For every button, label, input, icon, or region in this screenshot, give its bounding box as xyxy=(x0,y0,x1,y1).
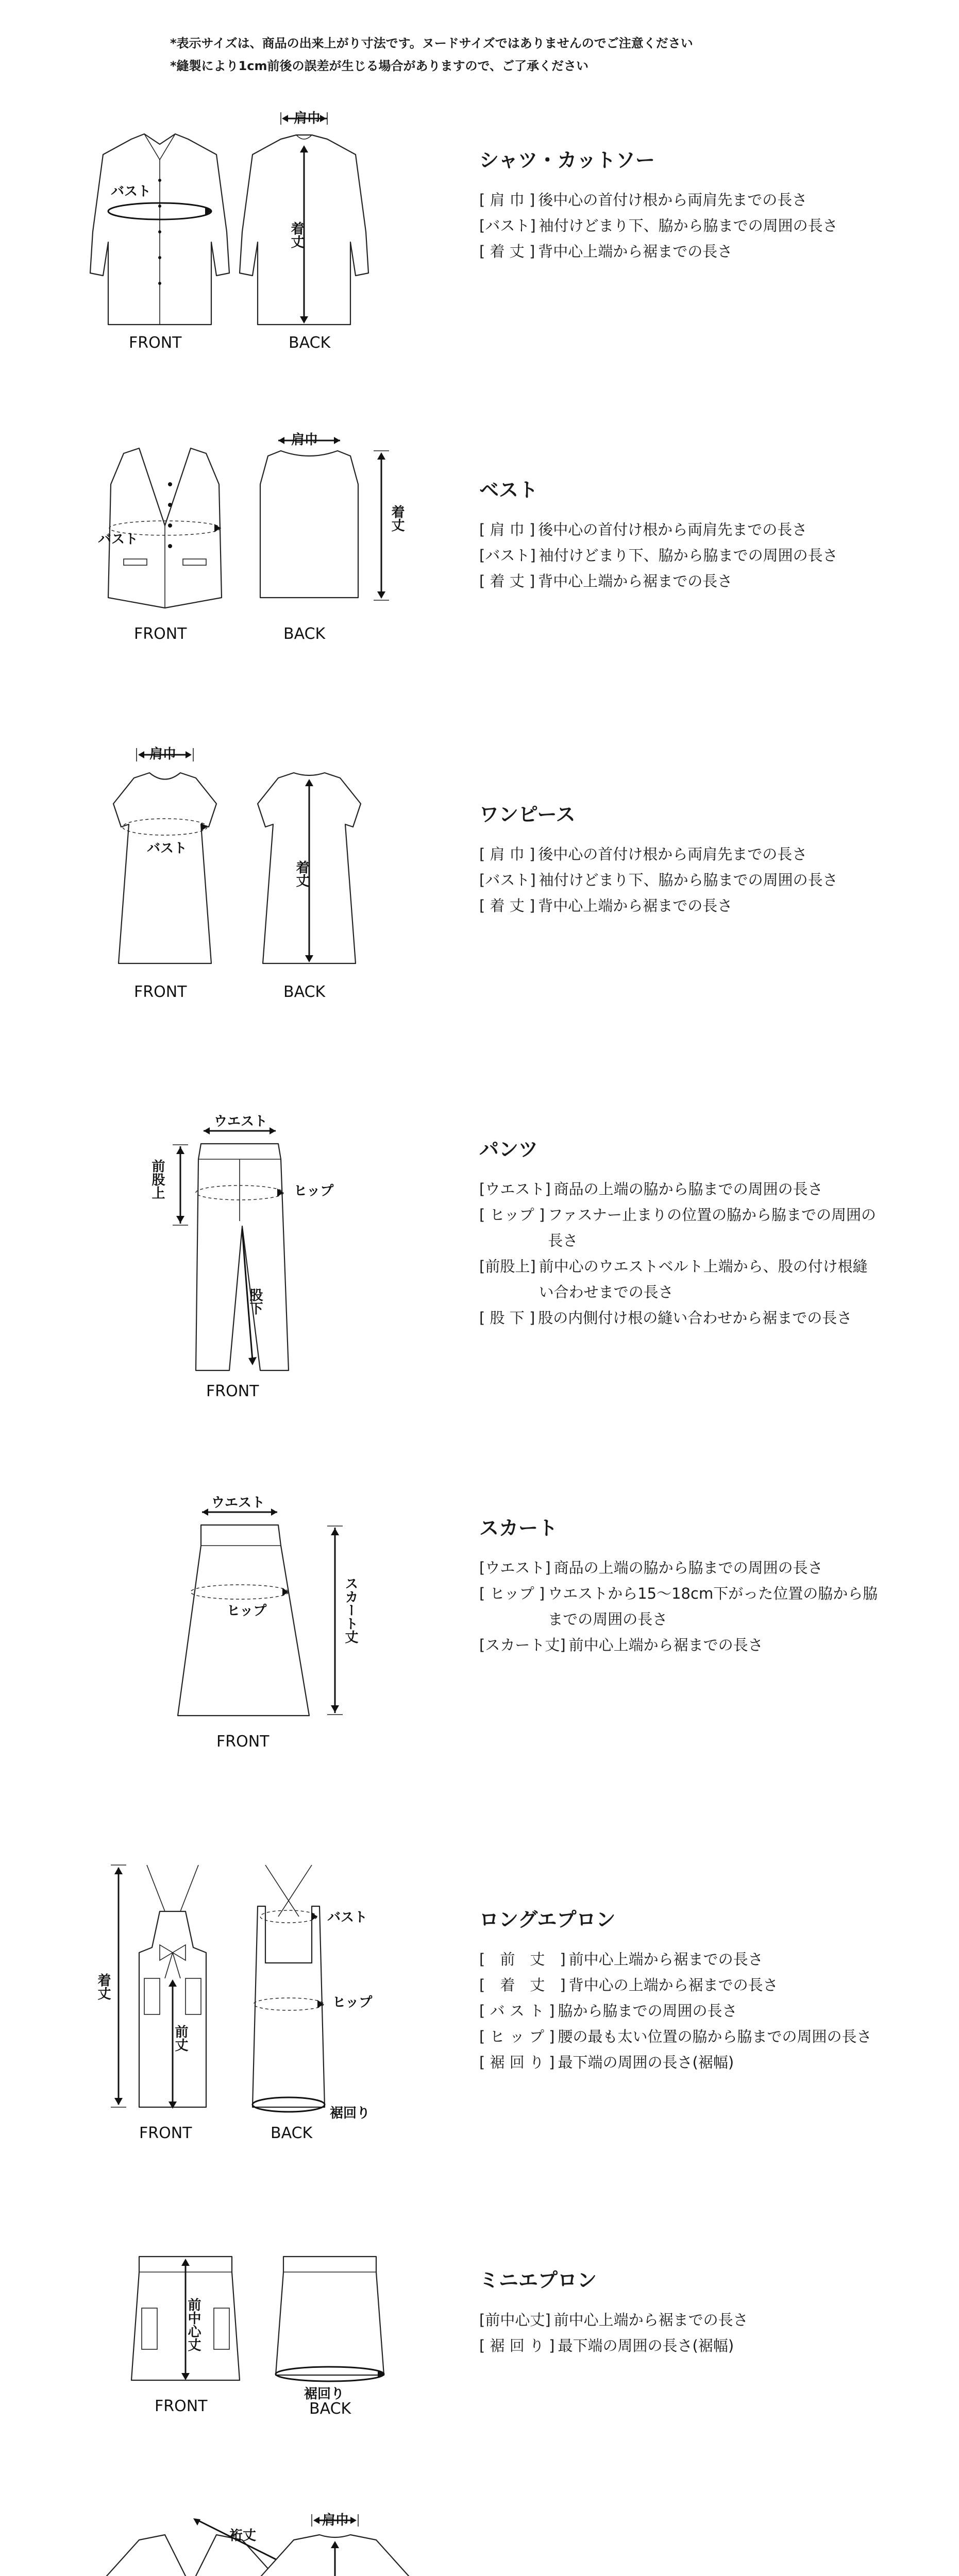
vest-info xyxy=(479,474,917,594)
vest-illustration xyxy=(62,428,433,675)
skirt-length-label: スカート丈 xyxy=(343,1577,358,1643)
vest-shoulder-label: 肩巾 xyxy=(291,432,318,448)
shirt-def-bust: [バスト] 袖付けどまり下、脇から脇までの周囲の長さ xyxy=(479,217,838,234)
gown-illustration xyxy=(62,2509,433,2576)
skirt-def-waist: [ウエスト] 商品の上端の脇から脇までの周囲の長さ xyxy=(479,1559,823,1577)
gown-front-figure xyxy=(93,2518,289,2576)
longapron-back-view-label: BACK xyxy=(271,2124,313,2142)
longapron-front-figure xyxy=(111,1865,206,2109)
shirt-def-shoulder: [ 肩 巾 ] 後中心の首付け根から両肩先までの長さ xyxy=(479,191,807,209)
miniapron-front-view-label: FRONT xyxy=(155,2397,208,2415)
skirt-front-view-label: FRONT xyxy=(216,1733,270,1751)
longapron-title: ロングエプロン xyxy=(479,1908,616,1931)
vest-title: ベスト xyxy=(479,479,539,501)
skirt-waist-label: ウエスト xyxy=(211,1495,265,1511)
onepiece-front-view-label: FRONT xyxy=(134,983,187,1001)
miniapron-def-hem: [ 裾 回 り ] 最下端の周囲の長さ(裾幅) xyxy=(479,2337,734,2354)
shirt-bust-label: バスト xyxy=(111,184,152,199)
pants-front-figure xyxy=(173,1127,289,1370)
longapron-length-label: 着丈 xyxy=(95,1973,111,2000)
longapron-front-label: 前丈 xyxy=(173,2025,188,2052)
vest-front-figure xyxy=(108,448,222,608)
shirt-back-view-label: BACK xyxy=(289,334,331,352)
onepiece-shoulder-label: 肩巾 xyxy=(149,747,177,762)
miniapron-back-figure xyxy=(276,2257,384,2381)
shirt-info xyxy=(479,144,917,264)
longapron-def-bust: [ バ ス ト ] 脇から脇までの周囲の長さ xyxy=(479,2002,737,2020)
pants-def-rise: [前股上] 前中心のウエストベルト上端から、股の付け根縫い合わせまでの長さ xyxy=(479,1258,868,1301)
onepiece-illustration xyxy=(62,737,433,1025)
pants-def-hip: [ ヒップ ] ファスナー止まりの位置の脇から脇までの周囲の長さ xyxy=(479,1206,877,1249)
skirt-info xyxy=(479,1512,917,1658)
onepiece-title: ワンピース xyxy=(479,803,576,826)
onepiece-info xyxy=(479,799,917,919)
notes xyxy=(170,32,840,77)
longapron-illustration xyxy=(62,1850,433,2179)
vest-def-shoulder: [ 肩 巾 ] 後中心の首付け根から両肩先までの長さ xyxy=(479,521,807,538)
pants-front-view-label: FRONT xyxy=(206,1382,259,1400)
shirt-back-figure xyxy=(240,112,368,325)
pants-def-inseam: [ 股 下 ] 股の内側付け根の縫い合わせから裾までの長さ xyxy=(479,1309,852,1327)
longapron-back-figure xyxy=(253,1865,325,2112)
vest-back-view-label: BACK xyxy=(283,625,326,643)
shirt-shoulder-label: 肩巾 xyxy=(294,111,321,126)
onepiece-length-label: 着丈 xyxy=(294,860,309,887)
longapron-def-front: [ 前 丈 ] 前中心上端から裾までの長さ xyxy=(479,1951,763,1968)
vest-bust-label: バスト xyxy=(98,532,139,547)
longapron-def-length: [ 着 丈 ] 背中心の上端から裾までの長さ xyxy=(479,1976,778,1994)
shirt-length-label: 着丈 xyxy=(289,222,304,248)
miniapron-title: ミニエプロン xyxy=(479,2269,597,2292)
pants-def-waist: [ウエスト] 商品の上端の脇から脇までの周囲の長さ xyxy=(479,1180,823,1198)
pants-waist-label: ウエスト xyxy=(214,1114,268,1129)
skirt-hip-label: ヒップ xyxy=(227,1603,267,1619)
vest-front-view-label: FRONT xyxy=(134,625,187,643)
vest-def-bust: [バスト] 袖付けどまり下、脇から脇までの周囲の長さ xyxy=(479,547,838,564)
pants-hip-label: ヒップ xyxy=(294,1183,334,1199)
miniapron-hem-label: 裾回り xyxy=(304,2386,345,2402)
gown-shoulder-label: 肩巾 xyxy=(322,2513,349,2528)
pants-illustration xyxy=(62,1103,433,1412)
shirt-front-view-label: FRONT xyxy=(129,334,182,352)
longapron-front-view-label: FRONT xyxy=(139,2124,192,2142)
note-2: *縫製により1cm前後の誤差が生じる場合がありますので、ご了承ください xyxy=(170,59,589,73)
gown-title xyxy=(479,2571,917,2576)
gown-info xyxy=(479,2571,917,2576)
onepiece-bust-label: バスト xyxy=(147,841,188,856)
vest-def-length: [ 着 丈 ] 背中心上端から裾までの長さ xyxy=(479,572,733,590)
onepiece-back-view-label: BACK xyxy=(283,983,326,1001)
skirt-def-hip: [ ヒップ ] ウエストから15～18cm下がった位置の脇から脇までの周囲の長さ xyxy=(479,1585,878,1628)
gown-yuki-label: 裄丈 xyxy=(229,2528,257,2544)
longapron-def-hip: [ ヒ ッ プ ] 腰の最も太い位置の脇から脇までの周囲の長さ xyxy=(479,2028,872,2045)
skirt-def-length: [スカート丈] 前中心上端から裾までの長さ xyxy=(479,1636,763,1654)
shirt-illustration xyxy=(62,103,433,376)
miniapron-center-label: 前中心丈 xyxy=(186,2298,201,2351)
vest-back-figure xyxy=(260,437,389,600)
shirt-title: シャツ・カットソー xyxy=(479,149,655,172)
skirt-title: スカート xyxy=(479,1517,558,1539)
longapron-bust-label: バスト xyxy=(327,1910,368,1925)
longapron-info xyxy=(479,1904,917,2075)
miniapron-def-center: [前中心丈] 前中心上端から裾までの長さ xyxy=(479,2311,748,2329)
shirt-front-figure xyxy=(90,134,229,325)
skirt-illustration xyxy=(62,1484,433,1772)
pants-inseam-label: 股下 xyxy=(247,1288,263,1315)
onepiece-back-figure xyxy=(258,773,361,963)
onepiece-def-shoulder: [ 肩 巾 ] 後中心の首付け根から両肩先までの長さ xyxy=(479,845,807,863)
longapron-def-hem: [ 裾 回 り ] 最下端の周囲の長さ(裾幅) xyxy=(479,2054,734,2071)
miniapron-info xyxy=(479,2264,917,2359)
pants-title: パンツ xyxy=(479,1138,539,1161)
note-1: *表示サイズは、商品の出来上がり寸法です。ヌードサイズではありませんのでご注意ください xyxy=(170,36,693,50)
pants-info xyxy=(479,1133,917,1331)
longapron-hem-label: 裾回り xyxy=(330,2106,371,2121)
onepiece-def-bust: [バスト] 袖付けどまり下、脇から脇までの周囲の長さ xyxy=(479,871,838,889)
miniapron-back-view-label: BACK xyxy=(309,2400,351,2418)
pants-rise-label: 前股上 xyxy=(149,1159,165,1199)
miniapron-illustration xyxy=(62,2221,433,2463)
shirt-def-length: [ 着 丈 ] 背中心上端から裾までの長さ xyxy=(479,243,733,260)
vest-length-label: 着丈 xyxy=(389,505,405,532)
onepiece-def-length: [ 着 丈 ] 背中心上端から裾までの長さ xyxy=(479,897,733,914)
longapron-hip-label: ヒップ xyxy=(332,1995,373,2010)
